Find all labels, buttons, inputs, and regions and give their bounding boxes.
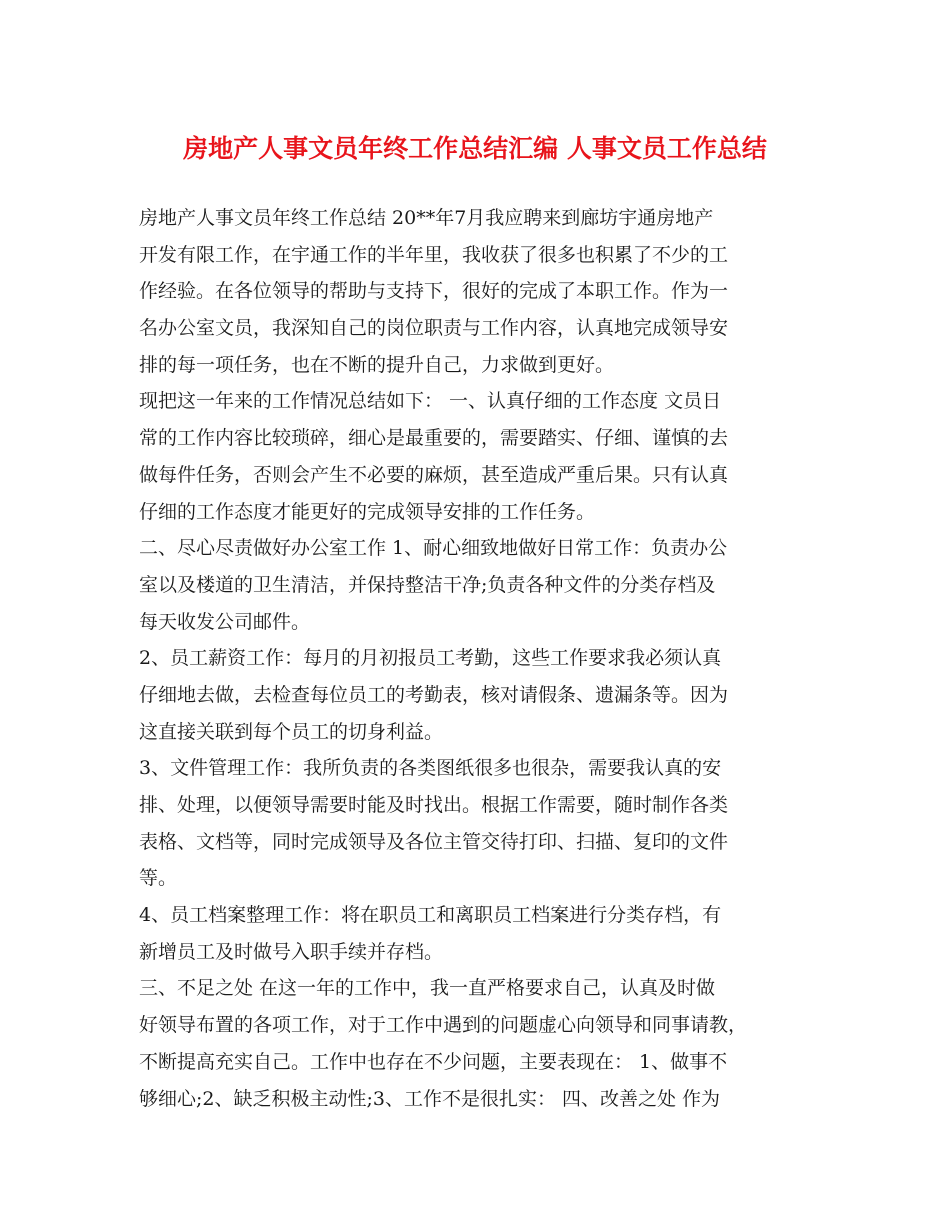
- body-line: 仔细的工作态度才能更好的完成领导安排的工作任务。: [139, 500, 596, 523]
- body-line: 常的工作内容比较琐碎，细心是最重要的，需要踏实、仔细、谨慎的去: [139, 427, 729, 450]
- body-line: 3、文件管理工作：我所负责的各类图纸很多也很杂，需要我认真的安: [139, 757, 722, 780]
- body-line: 等。: [139, 867, 178, 890]
- body-line: 房地产人事文员年终工作总结 20**年7月我应聘来到廊坊宇通房地产: [139, 207, 714, 229]
- body-line: 排、处理，以便领导需要时能及时找出。根据工作需要，随时制作各类: [139, 794, 729, 816]
- body-line: 这直接关联到每个员工的切身利益。: [139, 720, 444, 743]
- body-line: 每天收发公司邮件。: [139, 610, 311, 633]
- body-line: 三、不足之处 在这一年的工作中，我一直严格要求自己，认真及时做: [139, 977, 716, 1000]
- body-line: 排的每一项任务，也在不断的提升自己，力求做到更好。: [139, 353, 615, 376]
- body-line: 现把这一年来的工作情况总结如下： 一、认真仔细的工作态度 文员日: [139, 390, 722, 413]
- body-line: 作经验。在各位领导的帮助与支持下，很好的完成了本职工作。作为一: [139, 280, 729, 303]
- body-line: 表格、文档等，同时完成领导及各位主管交待打印、扫描、复印的文件: [139, 830, 729, 853]
- document-title: 房地产人事文员年终工作总结汇编 人事文员工作总结: [183, 134, 767, 163]
- body-line: 仔细地去做，去检查每位员工的考勤表，核对请假条、遗漏条等。因为: [139, 683, 729, 706]
- body-line: 够细心;2、缺乏积极主动性;3、工作不是很扎实： 四、改善之处 作为: [139, 1087, 721, 1110]
- body-line: 新增员工及时做号入职手续并存档。: [139, 940, 444, 963]
- body-line: 开发有限工作，在宇通工作的半年里，我收获了很多也积累了不少的工: [139, 243, 729, 266]
- body-line: 不断提高充实自己。工作中也存在不少问题，主要表现在： 1、做事不: [139, 1050, 728, 1073]
- body-line: 室以及楼道的卫生清洁，并保持整洁干净;负责各种文件的分类存档及: [139, 573, 716, 596]
- document-body: [139, 200, 819, 1117]
- body-line: 2、员工薪资工作：每月的月初报员工考勤，这些工作要求我必须认真: [139, 647, 722, 670]
- body-line: 好领导布置的各项工作，对于工作中遇到的问题虚心向领导和同事请教，: [139, 1014, 748, 1037]
- body-line: 名办公室文员，我深知自己的岗位职责与工作内容，认真地完成领导安: [139, 317, 729, 340]
- body-line: 二、尽心尽责做好办公室工作 1、耐心细致地做好日常工作：负责办公: [139, 537, 728, 560]
- body-line: 做每件任务，否则会产生不必要的麻烦，甚至造成严重后果。只有认真: [139, 463, 729, 486]
- body-line: 4、员工档案整理工作：将在职员工和离职员工档案进行分类存档，有: [139, 904, 722, 927]
